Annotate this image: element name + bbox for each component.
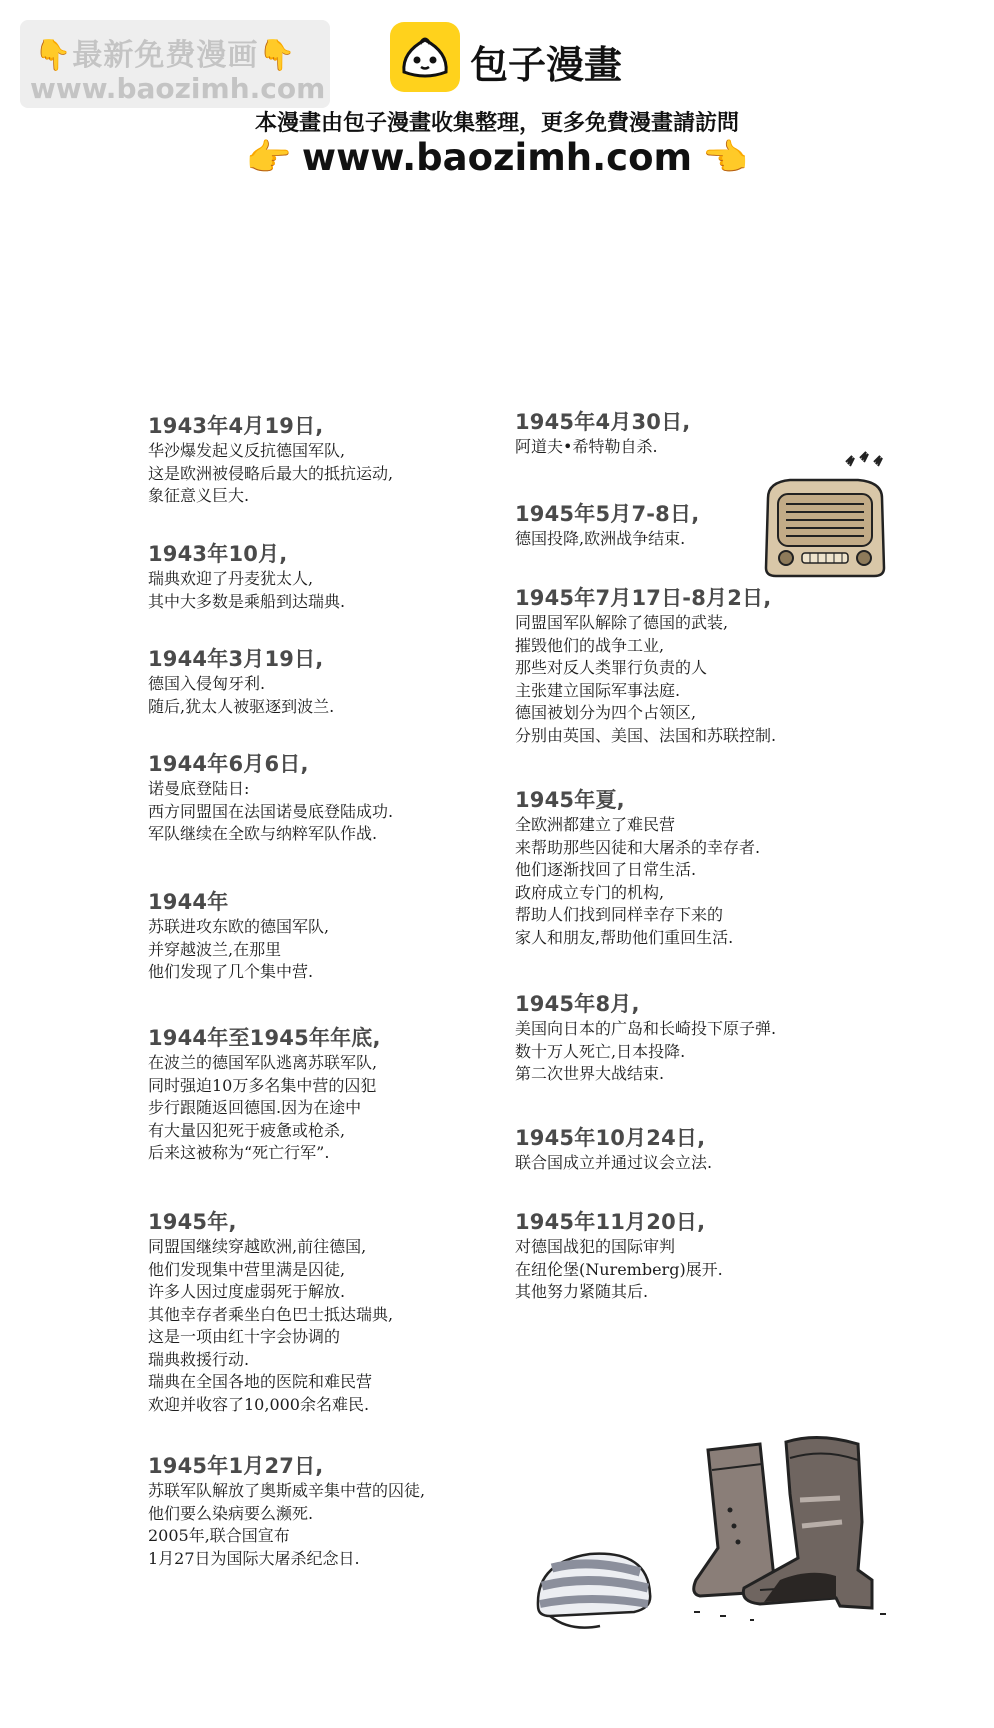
entry-text: 第二次世界大战结束. xyxy=(515,1064,665,1083)
entry-date: 1944年至1945年年底, xyxy=(148,1026,381,1050)
entry-date: 1945年10月24日, xyxy=(515,1126,706,1150)
entry-text: 他们要么染病要么濒死. xyxy=(148,1503,314,1523)
timeline-entry xyxy=(515,1208,855,1304)
entry-text: 分别由英国、美国、法国和苏联控制. xyxy=(515,725,777,745)
entry-text: 来帮助那些囚徒和大屠杀的幸存者. xyxy=(515,837,761,857)
entry-date: 1945年1月27日, xyxy=(148,1454,324,1478)
entry-text: 西方同盟国在法国诺曼底登陆成功. xyxy=(148,801,394,821)
timeline-entry xyxy=(148,540,488,613)
entry-date: 1945年7月17日-8月2日, xyxy=(515,586,772,610)
entry-text: 其中大多数是乘船到达瑞典. xyxy=(148,591,346,611)
entry-date: 1945年5月7-8日, xyxy=(515,502,700,526)
entry-text: 数十万人死亡,日本投降. xyxy=(515,1041,686,1061)
entry-text: 摧毁他们的战争工业, xyxy=(515,635,665,655)
entry-date: 1943年10月, xyxy=(148,542,288,566)
entry-text: 苏联进攻东欧的德国军队, xyxy=(148,917,330,936)
entry-text: 后来这被称为“死亡行军”. xyxy=(148,1143,330,1162)
timeline-entry xyxy=(148,1452,488,1570)
entry-text: 并穿越波兰,在那里 xyxy=(148,939,282,959)
boots-illustration xyxy=(690,1430,890,1630)
cap-illustration xyxy=(530,1528,660,1638)
site-url-link[interactable]: www.baozimh.com xyxy=(301,136,693,179)
entry-date: 1945年, xyxy=(148,1210,237,1234)
timeline-entry xyxy=(515,990,855,1086)
entry-text: 联合国成立并通过议会立法. xyxy=(515,1153,713,1172)
watermark-title: 👇最新免费漫画👇 xyxy=(34,38,297,73)
entry-text: 象征意义巨大. xyxy=(148,486,250,505)
entry-text: 在波兰的德国军队逃离苏联军队, xyxy=(148,1053,378,1072)
entry-date: 1944年6月6日, xyxy=(148,752,309,776)
entry-date: 1943年4月19日, xyxy=(148,414,324,438)
entry-text: 德国被划分为四个占领区, xyxy=(515,703,697,722)
entry-text: 瑞典救援行动. xyxy=(148,1349,250,1369)
entry-text: 那些对反人类罪行负责的人 xyxy=(515,658,708,677)
timeline-entry xyxy=(515,1124,855,1175)
entry-text: 家人和朋友,帮助他们重回生活. xyxy=(515,927,734,947)
radio-illustration xyxy=(760,440,900,585)
timeline-entry xyxy=(148,750,488,846)
entry-text: 他们逐渐找回了日常生活. xyxy=(515,860,697,879)
entry-text: 对德国战犯的国际审判 xyxy=(515,1237,676,1256)
entry-text: 这是欧洲被侵略后最大的抵抗运动, xyxy=(148,463,394,483)
entry-text: 瑞典在全国各地的医院和难民营 xyxy=(148,1372,373,1391)
entry-text: 2005年,联合国宣布 xyxy=(148,1526,290,1545)
entry-text: 欢迎并收容了10,000余名难民. xyxy=(148,1394,370,1414)
entry-text: 1月27日为国际大屠杀纪念日. xyxy=(148,1548,360,1568)
entry-date: 1945年8月, xyxy=(515,992,640,1016)
entry-text: 随后,犹太人被驱逐到波兰. xyxy=(148,696,335,716)
site-url-row xyxy=(0,134,994,180)
entry-text: 诺曼底登陆日: xyxy=(148,779,250,798)
entry-text: 同盟国继续穿越欧洲,前往德国, xyxy=(148,1237,367,1256)
entry-text: 德国入侵匈牙利. xyxy=(148,674,266,693)
entry-text: 主张建立国际军事法庭. xyxy=(515,680,681,700)
timeline-entry xyxy=(148,1208,488,1416)
entry-date: 1944年 xyxy=(148,890,229,914)
entry-date: 1945年4月30日, xyxy=(515,410,691,434)
watermark-url: www.baozimh.com xyxy=(30,72,326,105)
brand-name: 包子漫畫 xyxy=(470,43,623,87)
entry-text: 美国向日本的广岛和长崎投下原子弹. xyxy=(515,1019,777,1038)
watermark-box xyxy=(20,20,330,108)
entry-text: 步行跟随返回德国.因为在途中 xyxy=(148,1098,362,1117)
entry-date: 1944年3月19日, xyxy=(148,647,324,671)
entry-text: 同时强迫10万多名集中营的囚犯 xyxy=(148,1075,377,1095)
entry-text: 他们发现了几个集中营. xyxy=(148,962,314,981)
entry-text: 这是一项由红十字会协调的 xyxy=(148,1327,341,1346)
entry-text: 苏联军队解放了奥斯威辛集中营的囚徒, xyxy=(148,1481,426,1500)
entry-text: 有大量囚犯死于疲惫或枪杀, xyxy=(148,1120,346,1140)
entry-date: 1945年11月20日, xyxy=(515,1210,706,1234)
entry-text: 军队继续在全欧与纳粹军队作战. xyxy=(148,824,378,843)
entry-text: 同盟国军队解除了德国的武装, xyxy=(515,613,729,632)
entry-text: 华沙爆发起义反抗德国军队, xyxy=(148,441,346,460)
timeline-entry xyxy=(515,584,855,747)
entry-text: 他们发现集中营里满是囚徒, xyxy=(148,1259,346,1279)
entry-text: 在纽伦堡(Nuremberg)展开. xyxy=(515,1259,723,1279)
timeline-entry xyxy=(148,888,488,984)
entry-text: 全欧洲都建立了难民营 xyxy=(515,815,676,834)
header-notice: 本漫畫由包子漫畫收集整理，更多免費漫畫請訪問 xyxy=(254,111,739,136)
timeline-entry xyxy=(148,1024,488,1165)
entry-text: 其他努力紧随其后. xyxy=(515,1282,649,1301)
entry-date: 1945年夏, xyxy=(515,788,625,812)
baozi-logo-icon[interactable] xyxy=(390,22,460,92)
hand-pointing-right-icon: 👉 xyxy=(245,135,292,179)
entry-text: 德国投降,欧洲战争结束. xyxy=(515,529,686,548)
entry-text: 许多人因过度虚弱死于解放. xyxy=(148,1282,346,1301)
entry-text: 瑞典欢迎了丹麦犹太人, xyxy=(148,569,314,588)
entry-text: 帮助人们找到同样幸存下来的 xyxy=(515,905,724,924)
timeline-entry xyxy=(148,412,488,508)
entry-text: 其他幸存者乘坐白色巴士抵达瑞典, xyxy=(148,1304,394,1324)
hand-pointing-left-icon: 👈 xyxy=(702,135,749,179)
timeline-entry xyxy=(515,786,855,949)
entry-text: 政府成立专门的机构, xyxy=(515,882,665,902)
entry-text: 阿道夫•希特勒自杀. xyxy=(515,437,658,456)
timeline-entry xyxy=(148,645,488,718)
